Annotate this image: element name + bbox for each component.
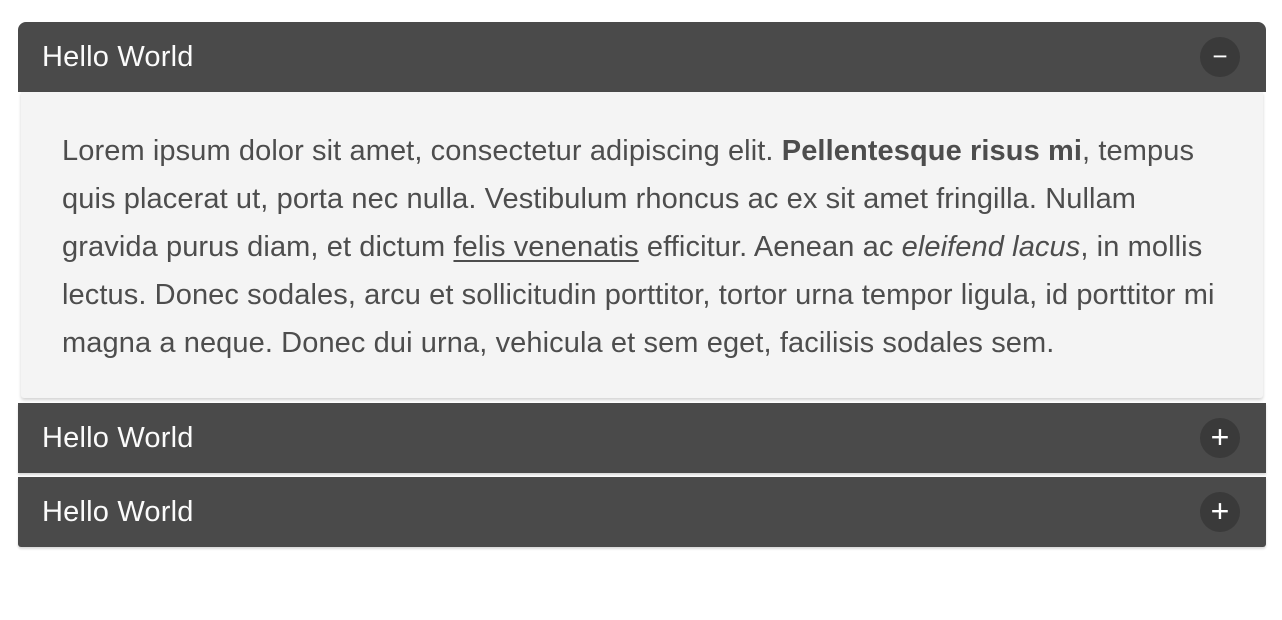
bold-text-segment: Pellentesque risus mi [781,135,1083,167]
accordion-header-2[interactable] [18,403,1266,473]
accordion-title-3: Hello World [42,495,194,528]
text-segment: efficitur. Aenean ac [638,231,902,263]
accordion-section-2 [18,403,1266,473]
accordion-panel-1 [21,92,1263,398]
text-segment: Lorem ipsum dolor sit amet, consectetur adipiscing elit. [62,135,782,167]
text-segment: , tempus quis placerat ut, porta nec nulla. Vestibulum rhoncus ac ex sit amet fringilla. Nullam gravida purus diam, et dictum [62,135,1195,263]
plus-icon: + [1210,493,1230,529]
accordion-section-3 [18,477,1266,547]
text-segment: , in mollis lectus. Donec sodales, arcu et sollicitudin porttitor, tortor urna tempor ligula, id porttitor mi magna a neque. Donec dui urna, vehicula et sem eget, facilisis sodales sem. [62,231,1215,359]
minus-icon: − [1212,41,1228,71]
expand-button[interactable] [1200,418,1240,458]
italic-text-segment: eleifend lacus [901,231,1081,263]
accordion-section-1 [18,22,1266,398]
collapse-button[interactable] [1200,37,1240,77]
panel-paragraph [62,127,1223,367]
accordion-header-3[interactable] [18,477,1266,547]
accordion-title-1: Hello World [42,40,194,73]
accordion [18,22,1266,547]
accordion-header-1[interactable] [18,22,1266,92]
expand-button[interactable] [1200,492,1240,532]
plus-icon: + [1210,419,1230,455]
underlined-text-segment: felis venenatis [453,231,639,263]
accordion-title-2: Hello World [42,421,194,454]
